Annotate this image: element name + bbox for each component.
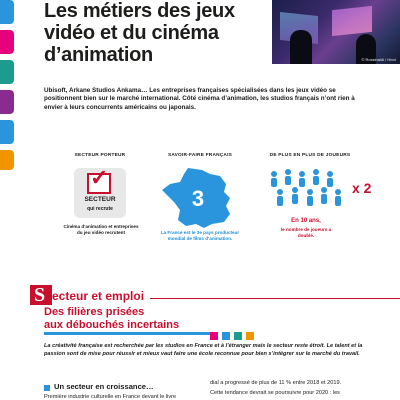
- sector-badge: [74, 165, 126, 218]
- tab-marker: [0, 120, 14, 144]
- page-title: Les métiers des jeux vidéo et du cinéma d’animation: [44, 0, 235, 66]
- col2-heading: SAVOIR-FAIRE FRANÇAIS: [167, 153, 233, 158]
- intro-paragraph: Ubisoft, Arkane Studios Ankama… Les entreprises françaises spécialisées dans les jeux vidéo se positionnent bien sur le marché international. Côté cinéma d’animation, les studios français n’ont rien à envier à leurs concurrents américains ou japonais.: [44, 87, 355, 111]
- article-lead: La créativité française est recherchée par les studios en France et à l’étranger mais le secteur reste étroit. Le talent et la passion sont de mise pour réussir et mieux vaut faire une école reconnue pour bien s’intégrer sur le marché du travail.: [44, 343, 363, 357]
- col3-caption-line2: le nombre de joueurs a doublé.: [280, 227, 332, 238]
- heading-underline: [44, 332, 217, 335]
- body-text-right-1: dial a progressé de plus de 11 % entre 2018 et 2019.: [210, 380, 342, 386]
- article-heading-line1: Des filières prisées: [44, 306, 145, 318]
- article-subhead: Un secteur en croissance…: [54, 382, 154, 391]
- decor-square: [246, 332, 254, 340]
- tab-marker: [0, 150, 14, 170]
- decor-square: [234, 332, 242, 340]
- tab-marker: [0, 30, 14, 54]
- france-map-icon: [160, 166, 238, 230]
- france-map-number: 3: [191, 186, 205, 211]
- checkbox-icon: ✓: [87, 173, 111, 194]
- tab-marker: [0, 60, 14, 84]
- section-divider: [150, 298, 400, 299]
- section-letter: S: [34, 284, 46, 306]
- sector-badge-line2: qui recrute: [87, 206, 113, 212]
- sector-badge-line1: SECTEUR: [84, 196, 116, 203]
- players-crowd-icon: [266, 168, 346, 212]
- section-title: ecteur et emploi: [52, 289, 145, 303]
- section-letter-badge: [30, 285, 52, 305]
- article-heading-line2: aux débouchés incertains: [44, 319, 180, 331]
- tab-marker: [0, 0, 14, 24]
- tab-marker: [0, 90, 14, 114]
- header-photo: [272, 0, 400, 64]
- photo-credit: © Rossinaldi / Hivvi: [361, 57, 396, 62]
- col3-heading: DE PLUS EN PLUS DE JOUEURS: [269, 153, 351, 158]
- multiplier-value: x 2: [352, 180, 372, 196]
- body-text-left: Première industrie culturelle en France devant le livre: [44, 394, 177, 400]
- body-text-right-2: Cette tendance devrait se poursuivre pour 2020 : les: [210, 390, 340, 396]
- col1-caption: Cinéma d’animation et entreprises du jeu vidéo recrutent: [63, 224, 139, 235]
- col1-heading: SECTEUR PORTEUR: [74, 153, 126, 158]
- decor-square: [210, 332, 218, 340]
- col3-caption-line1: En 10 ans,: [291, 218, 321, 224]
- decor-square: [222, 332, 230, 340]
- subhead-bullet: [44, 385, 50, 391]
- col2-caption: La France est le 3e pays producteur mondial de films d’animation.: [160, 230, 240, 241]
